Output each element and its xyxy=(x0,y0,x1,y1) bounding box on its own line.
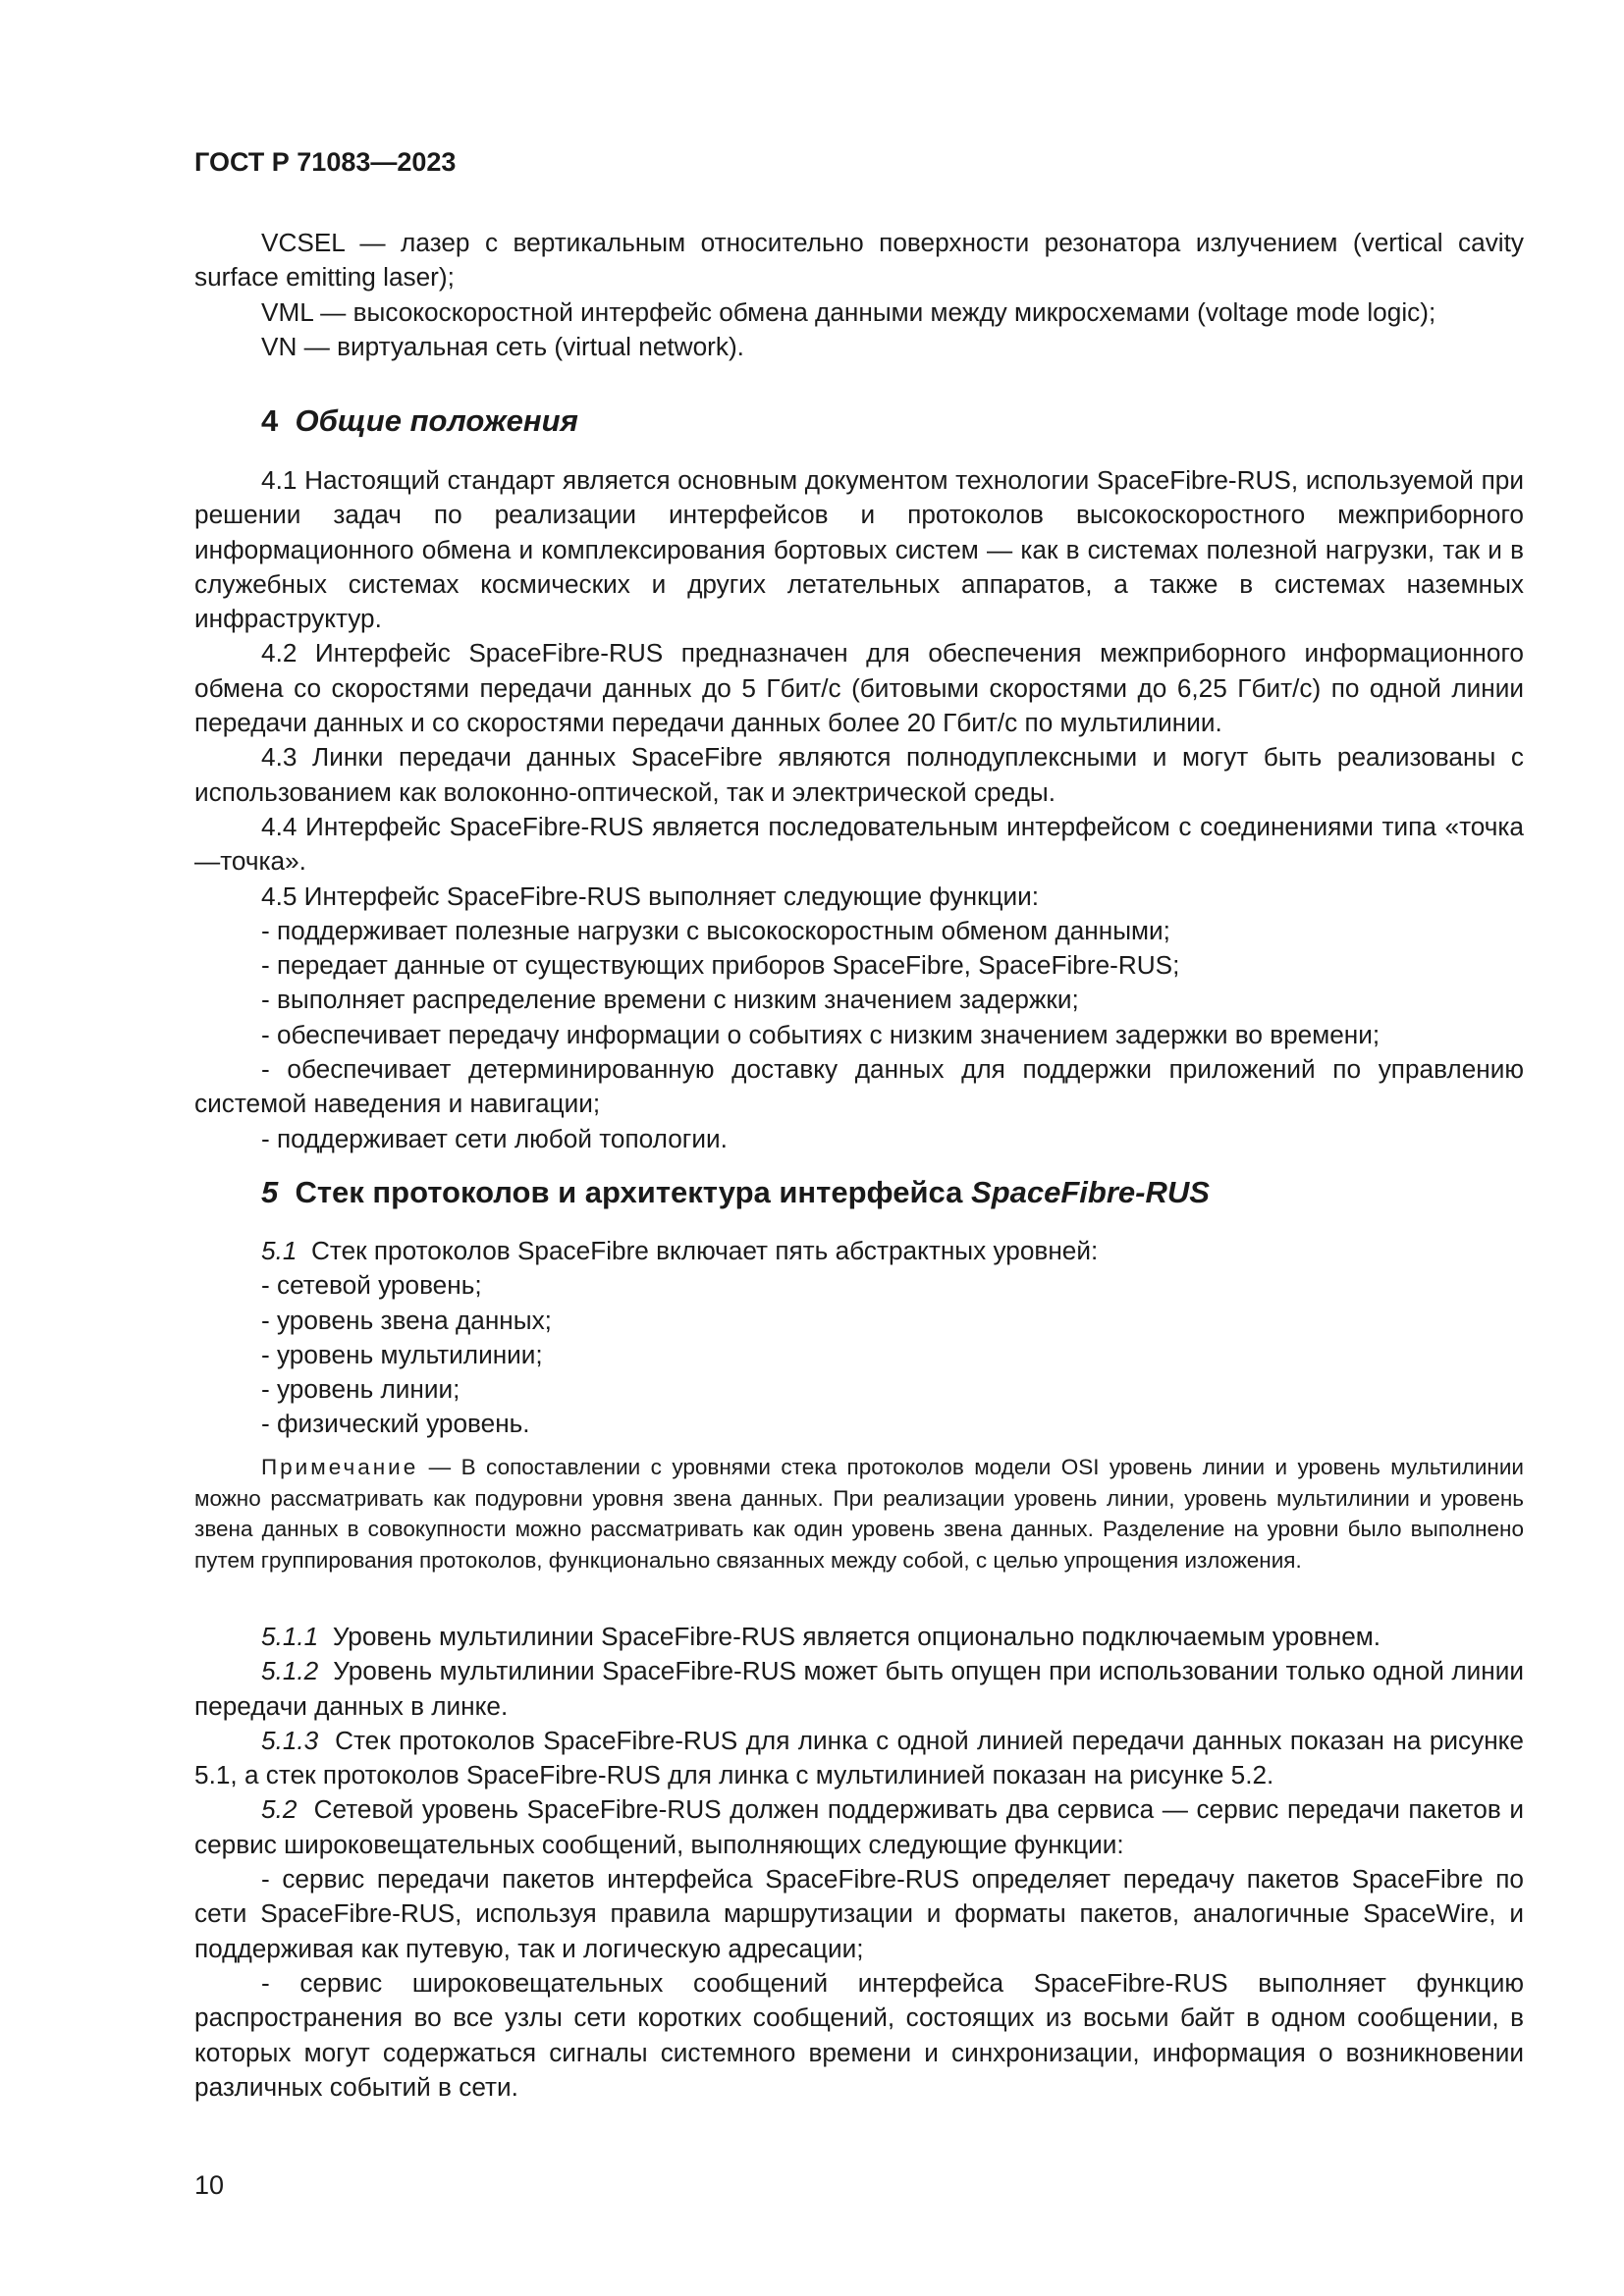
function-item: - передает данные от существующих приборов SpaceFibre, SpaceFibre-RUS; xyxy=(261,950,1180,981)
paragraph-5-1-2 xyxy=(194,1654,1524,1724)
paragraph-5-1-2-number: 5.1.2 xyxy=(261,1656,319,1686)
paragraph-4-4: 4.4 Интерфейс SpaceFibre-RUS является последовательным интерфейсом с соединениями типа «точка—точка». xyxy=(194,811,1524,877)
function-item: - выполняет распределение времени с низким значением задержки; xyxy=(261,985,1079,1015)
level-item: - уровень линии; xyxy=(261,1374,460,1405)
section-4-title: Общие положения xyxy=(295,403,578,438)
paragraph-5-1-number: 5.1 xyxy=(261,1236,298,1265)
paragraph-5-1-1 xyxy=(194,1620,1524,1654)
section-5-heading xyxy=(194,1173,1524,1212)
section-5-title: Стек протоколов и архитектура интерфейса xyxy=(295,1175,963,1209)
function-item: - поддерживает полезные нагрузки с высокоскоростным обменом данными; xyxy=(261,915,1170,945)
level-item: - физический уровень. xyxy=(261,1409,530,1439)
service-item: - сервис передачи пакетов интерфейса SpaceFibre-RUS определяет передачу пакетов SpaceFibre по сети SpaceFibre-RUS, используя правила маршрутизации и форматы пакетов, аналогичные SpaceWire, и поддерживая как путевую, так и логическую адресации; xyxy=(194,1864,1524,1963)
paragraph-4-2: 4.2 Интерфейс SpaceFibre-RUS предназначен для обеспечения межприборного информационного обмена со скоростями передачи данных до 5 Гбит/с (битовыми скоростями до 6,25 Гбит/с) по одной линии передачи данных и со скоростями передачи данных более 20 Гбит/с по мультилинии. xyxy=(194,638,1524,738)
paragraph-5-2-text: Сетевой уровень SpaceFibre-RUS должен поддерживать два сервиса — сервис передачи пакетов и сервис широковещательных сообщений, выполняющих следующие функции: xyxy=(194,1794,1524,1859)
section-4-number: 4 xyxy=(261,403,279,438)
paragraph-5-1-text: Стек протоколов SpaceFibre включает пять абстрактных уровней: xyxy=(310,1236,1099,1265)
paragraph-5-2-number: 5.2 xyxy=(261,1794,298,1825)
function-item: - обеспечивает передачу информации о событиях с низким значением задержки во времени; xyxy=(261,1019,1380,1049)
section-5-body xyxy=(194,1234,1524,1442)
abbreviation-vcsel: VCSEL — лазер с вертикальным относительно поверхности резонатора излучением (vertical cavity surface emitting laser); xyxy=(194,228,1524,293)
paragraph-5-1-3-text: Стек протоколов SpaceFibre-RUS для линка с одной линией передачи данных показан на рисунке 5.1, а стек протоколов SpaceFibre-RUS для линка с мультилинией показан на рисунке 5.2. xyxy=(194,1725,1524,1790)
section-4-heading xyxy=(194,401,1524,441)
function-item: - поддерживает сети любой топологии. xyxy=(261,1123,728,1153)
paragraph-4-5: 4.5 Интерфейс SpaceFibre-RUS выполняет следующие функции: xyxy=(261,881,1040,911)
level-item: - уровень мультилинии; xyxy=(261,1339,543,1369)
paragraph-5-1-1-text: Уровень мультилинии SpaceFibre-RUS является опционально подключаемым уровнем. xyxy=(332,1622,1381,1651)
paragraph-5-1-3-number: 5.1.3 xyxy=(261,1725,319,1755)
note-block xyxy=(194,1452,1524,1575)
paragraph-4-3: 4.3 Линки передачи данных SpaceFibre являются полнодуплексными и могут быть реализованы с использованием как волоконно-оптической, так и электрической среды. xyxy=(194,742,1524,807)
document-code-header: ГОСТ Р 71083—2023 xyxy=(194,147,457,177)
paragraph-5-1-3 xyxy=(194,1724,1524,1793)
paragraph-5-1-1-number: 5.1.1 xyxy=(261,1622,319,1651)
service-item: - сервис широковещательных сообщений интерфейса SpaceFibre-RUS выполняет функцию распространения во все узлы сети коротких сообщений, состоящих из восьми байт в одном сообщении, в которых могут содержаться сигналы системного времени и синхронизации, информация о возникновении различных событий в сети. xyxy=(194,1967,1524,2102)
page-number: 10 xyxy=(194,2170,225,2200)
abbreviations-block xyxy=(194,226,1524,364)
note-paragraph xyxy=(194,1452,1524,1575)
section-4-body xyxy=(194,463,1524,1156)
note-label: Примечание xyxy=(261,1455,419,1479)
section-5-number: 5 xyxy=(261,1175,279,1209)
section-5-subsections xyxy=(194,1620,1524,2105)
paragraph-5-1 xyxy=(194,1234,1524,1268)
function-item: - обеспечивает детерминированную доставку данных для поддержки приложений по управлению системой наведения и навигации; xyxy=(194,1054,1524,1119)
level-item: - сетевой уровень; xyxy=(261,1270,482,1301)
paragraph-5-1-2-text: Уровень мультилинии SpaceFibre-RUS может быть опущен при использовании только одной линии передачи данных в линке. xyxy=(194,1656,1524,1721)
level-item: - уровень звена данных; xyxy=(261,1305,552,1335)
abbreviation-vn: VN — виртуальная сеть (virtual network). xyxy=(261,331,744,361)
paragraph-4-1: 4.1 Настоящий стандарт является основным документом технологии SpaceFibre-RUS, используемой при решении задач по реализации интерфейсов и протоколов высокоскоростного межприборного информационного обмена и комплексирования бортовых систем — как в системах полезной нагрузки, так и в служебных системах космических и других летательных аппаратов, а также в системах наземных инфраструктур. xyxy=(194,465,1524,634)
note-text: — В сопоставлении с уровнями стека протоколов модели OSI уровень линии и уровень мультилинии можно рассматривать как подуровни уровня звена данных. При реализации уровень линии, уровень мультилинии и уровень звена данных в совокупности можно рассматривать как один уровень звена данных. Разделение на уровни было выполнено путем группирования протоколов, функционально связанных между собой, с целью упрощения изложения. xyxy=(194,1455,1524,1573)
paragraph-5-2 xyxy=(194,1792,1524,1862)
section-5-title-italic: SpaceFibre-RUS xyxy=(971,1175,1210,1209)
abbreviation-vml: VML — высокоскоростной интерфейс обмена данными между микросхемами (voltage mode logic); xyxy=(261,296,1436,327)
